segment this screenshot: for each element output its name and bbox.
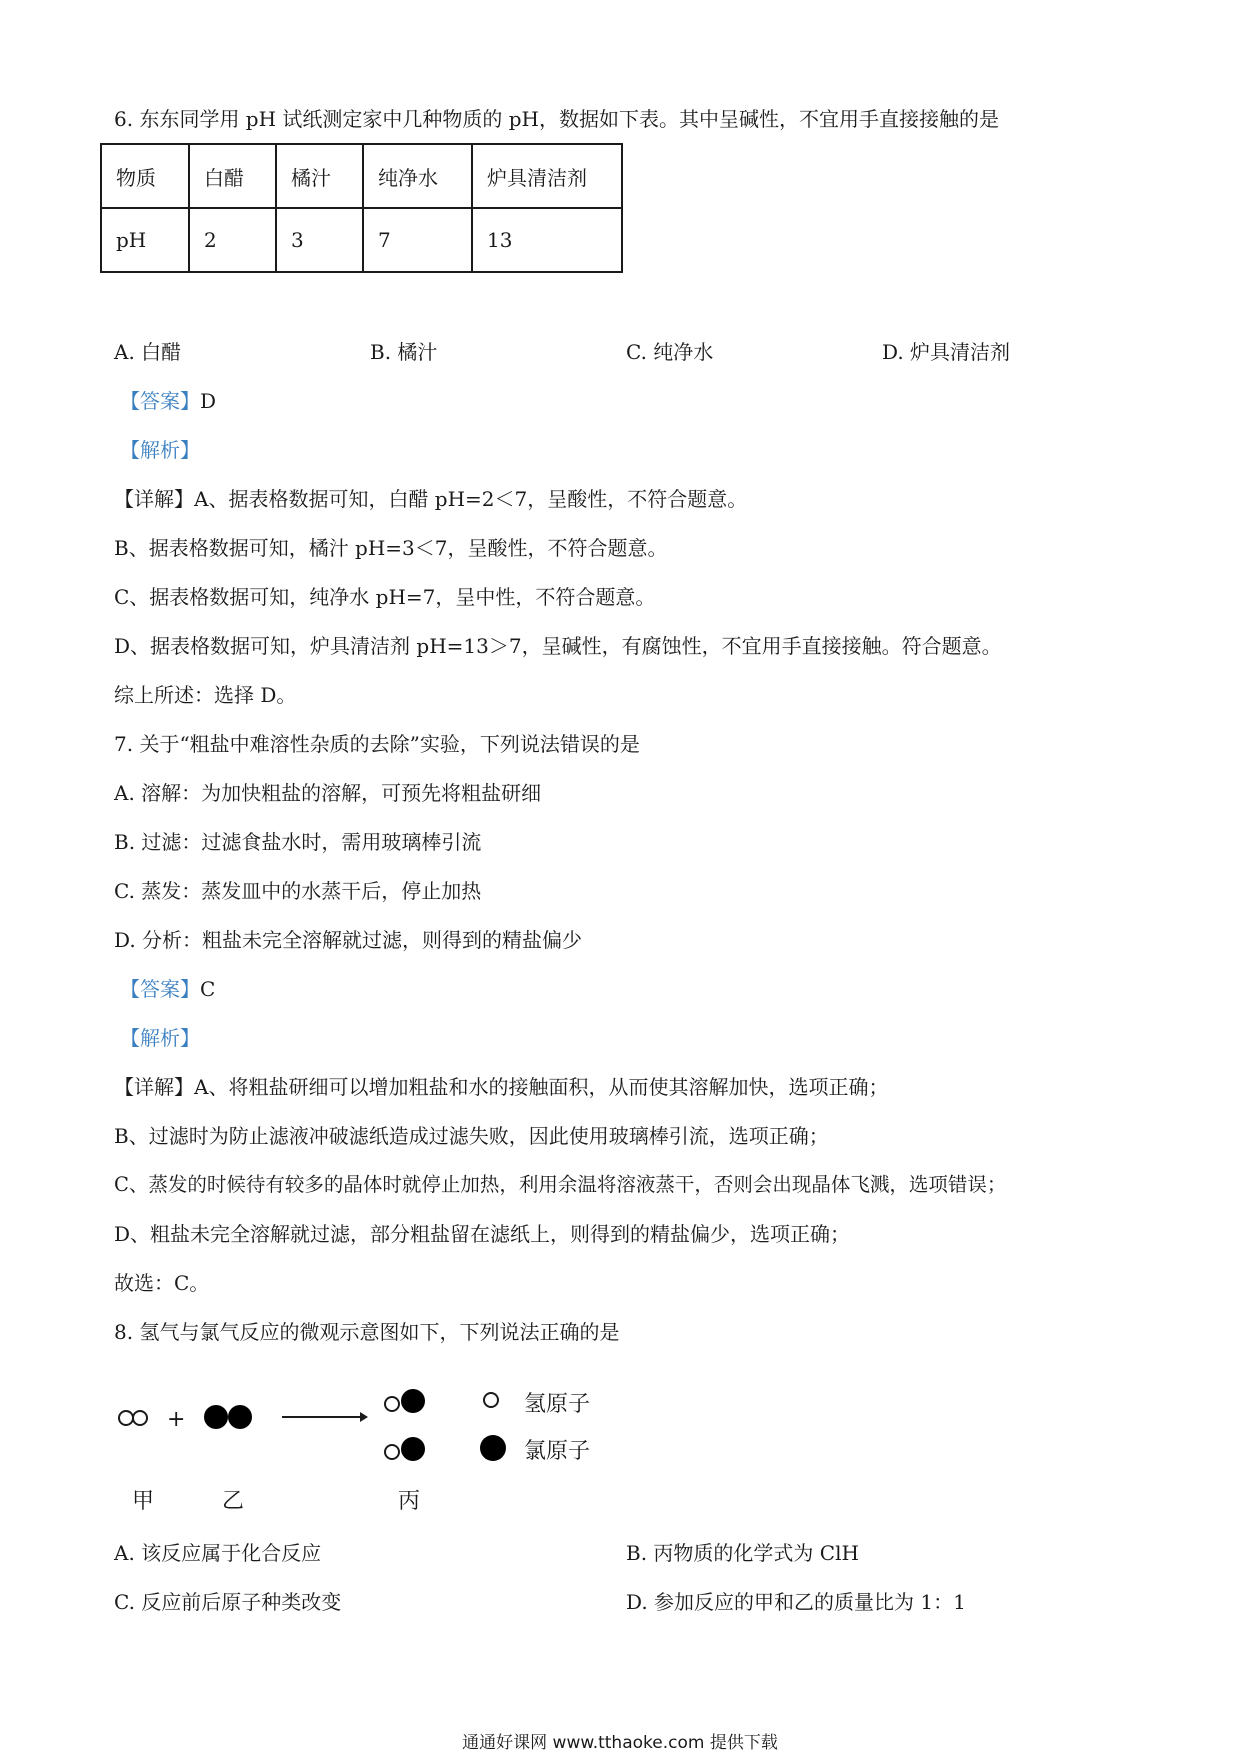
answer-tag: 【答案】 xyxy=(120,977,200,1001)
q7-detail-line: 【详解】A、将粗盐研细可以增加粗盐和水的接触面积，从而使其溶解加快，选项正确； xyxy=(114,1075,889,1099)
table-cell: 2 xyxy=(189,208,276,272)
label-bing: 丙 xyxy=(398,1489,421,1514)
chlorine-atom xyxy=(401,1437,425,1461)
table-cell: 物质 xyxy=(101,144,189,208)
chlorine-atom xyxy=(228,1405,252,1429)
chlorine-atom xyxy=(401,1389,425,1413)
table-row xyxy=(101,144,622,208)
q7-option-c: C. 蒸发：蒸发皿中的水蒸干后，停止加热 xyxy=(114,879,482,903)
q6-detail-line: B、据表格数据可知，橘汁 pH=3＜7，呈酸性，不符合题意。 xyxy=(114,536,668,560)
table-cell: 橘汁 xyxy=(276,144,363,208)
legend-hydrogen-label: 氢原子 xyxy=(524,1392,591,1417)
q7-option-b: B. 过滤：过滤食盐水时，需用玻璃棒引流 xyxy=(114,830,482,854)
table-cell: 白醋 xyxy=(189,144,276,208)
hydrogen-molecule xyxy=(119,1411,147,1425)
hydrogen-atom xyxy=(119,1411,133,1425)
q6-detail-line: 【详解】A、据表格数据可知，白醋 pH=2＜7，呈酸性，不符合题意。 xyxy=(114,487,748,511)
q6-detail-line: 综上所述：选择 D。 xyxy=(114,683,297,707)
q6-analysis-tag: 【解析】 xyxy=(120,438,200,462)
q7-detail-line: B、过滤时为防止滤液冲破滤纸造成过滤失败，因此使用玻璃棒引流，选项正确； xyxy=(114,1124,829,1148)
q7-option-d: D. 分析：粗盐未完全溶解就过滤，则得到的精盐偏少 xyxy=(114,928,583,952)
hydrogen-atom xyxy=(385,1445,399,1459)
q7-detail-line: D、粗盐未完全溶解就过滤，部分粗盐留在滤纸上，则得到的精盐偏少，选项正确； xyxy=(114,1222,851,1246)
table-row xyxy=(101,208,622,272)
legend-hydrogen-symbol xyxy=(484,1393,498,1407)
answer-value: D xyxy=(200,389,217,413)
q7-option-a: A. 溶解：为加快粗盐的溶解，可预先将粗盐研细 xyxy=(114,781,542,805)
hydrogen-atom xyxy=(385,1397,399,1411)
q8-option-c: C. 反应前后原子种类改变 xyxy=(114,1590,342,1614)
q6-detail-line: D、据表格数据可知，炉具清洁剂 pH=13＞7，呈碱性，有腐蚀性，不宜用手直接接触。符合题意。 xyxy=(114,634,1002,658)
chlorine-atom xyxy=(204,1405,228,1429)
answer-tag: 【答案】 xyxy=(120,389,200,413)
q8-stem: 8. 氢气与氯气反应的微观示意图如下，下列说法正确的是 xyxy=(114,1320,620,1344)
table-cell: 炉具清洁剂 xyxy=(472,144,622,208)
q8-option-d: D. 参加反应的甲和乙的质量比为 1：1 xyxy=(626,1590,966,1614)
q7-answer xyxy=(120,976,215,1002)
plus-sign: + xyxy=(167,1407,186,1432)
label-jia: 甲 xyxy=(132,1489,155,1514)
table-cell: 纯净水 xyxy=(363,144,472,208)
q6-option-a: A. 白醋 xyxy=(114,340,182,364)
table-cell: 3 xyxy=(276,208,363,272)
table-cell: 7 xyxy=(363,208,472,272)
reaction-diagram xyxy=(0,1360,1240,1510)
hydrogen-atom xyxy=(133,1411,147,1425)
q8-option-b: B. 丙物质的化学式为 ClH xyxy=(626,1541,859,1565)
hcl-molecule xyxy=(385,1437,425,1461)
page-footer: 通通好课网 www.tthaoke.com 提供下载 xyxy=(462,1733,778,1753)
q6-option-b: B. 橘汁 xyxy=(370,340,438,364)
table-cell: 13 xyxy=(472,208,622,272)
label-yi: 乙 xyxy=(222,1489,245,1514)
q7-stem: 7. 关于“粗盐中难溶性杂质的去除”实验，下列说法错误的是 xyxy=(114,732,640,756)
q6-option-c: C. 纯净水 xyxy=(626,340,714,364)
q8-option-a: A. 该反应属于化合反应 xyxy=(114,1541,322,1565)
q7-detail-line: 故选：C。 xyxy=(114,1271,210,1295)
legend-chlorine-symbol xyxy=(480,1435,506,1461)
q6-stem: 6. 东东同学用 pH 试纸测定家中几种物质的 pH，数据如下表。其中呈碱性，不宜用手直接接触的是 xyxy=(114,107,999,131)
answer-value: C xyxy=(200,977,216,1001)
chlorine-molecule xyxy=(204,1405,252,1429)
q6-detail-line: C、据表格数据可知，纯净水 pH=7，呈中性，不符合题意。 xyxy=(114,585,656,609)
ph-table xyxy=(100,143,623,273)
legend-chlorine-label: 氯原子 xyxy=(524,1439,591,1464)
table-cell: pH xyxy=(101,208,189,272)
hcl-molecule xyxy=(385,1389,425,1413)
q6-answer xyxy=(120,388,216,414)
reaction-arrow xyxy=(282,1412,368,1422)
q7-detail-line: C、蒸发的时候待有较多的晶体时就停止加热，利用余温将溶液蒸干，否则会出现晶体飞溅，选项错误； xyxy=(114,1173,1007,1196)
q6-option-d: D. 炉具清洁剂 xyxy=(882,340,1011,364)
q7-analysis-tag: 【解析】 xyxy=(120,1026,200,1050)
